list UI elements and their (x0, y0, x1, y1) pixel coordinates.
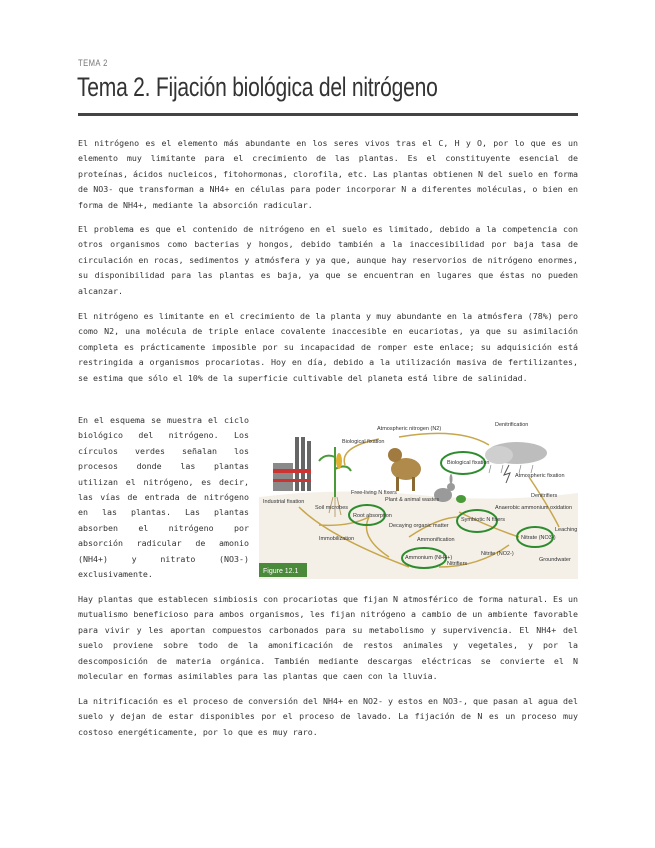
label-biological: Biological fixation (342, 439, 385, 445)
label-immobilization: Immobilization (319, 536, 355, 542)
label-ammonification: Ammonification (417, 537, 455, 543)
label-biological-circle: Biological fixation (447, 460, 490, 466)
title-divider (78, 113, 578, 116)
label-leaching: Leaching (555, 527, 578, 533)
paragraph-6: La nitrificación es el proceso de conversión del NH4+ en NO2- y estos en NO3-, que pasan al agua del suelo y dejan de estar disponibles por el proceso de lavado. La fijación de N es un proceso muy costoso energéticamente, por lo que es muy raro. (78, 696, 578, 737)
paragraph-1: El nitrógeno es el elemento más abundante en los seres vivos tras el C, H y O, por lo que es un elemento muy limitante para el crecimiento de las plantas. Es el constituyente esencial de proteínas, ácidos nucleicos, fitohormonas, clorofila, etc. Las plantas obtienen N del suelo en forma de NO3- que transforman a NH4+ en células para poder incorporar N a diferentes moléculas, o bien en forma de NH4+, mediante la absorción radicular. (78, 138, 578, 210)
label-root-absorption: Root absorption (353, 513, 392, 519)
label-groundwater: Groundwater (539, 557, 571, 563)
label-symbiotic: Symbiotic N fixers (461, 517, 506, 523)
paragraph-2: El problema es que el contenido de nitrógeno en el suelo es limitado, debido a la competencia con otros organismos como bacterias y hongos, debido también a la inaccesibilidad por baja tasa de circulación en rocas, sedimentos y atmósfera y ya que, aunque hay reservorios de nitrógeno enormes, su disponibilidad para las plantas es baja, ya que se encuentran en lugares que éstas no pueden alcanzar. (78, 224, 578, 296)
label-ammonium: Ammonium (NH4+) (405, 555, 453, 561)
label-anaerobic: Anaerobic ammonium oxidation (495, 505, 573, 511)
page-title: Tema 2. Fijación biológica del nitrógeno (77, 72, 438, 102)
label-free-living: Free-living N fixers (351, 490, 397, 496)
nitrogen-cycle-figure (259, 417, 578, 579)
label-atmospheric-fixation: Atmospheric fixation (515, 473, 565, 479)
label-decaying: Decaying organic matter (389, 523, 449, 529)
label-soil-microbes: Soil microbes (315, 505, 349, 511)
label-nitrifiers: Nitrifiers (447, 561, 468, 567)
paragraph-4: En el esquema se muestra el ciclo biológico del nitrógeno. Los círculos verdes señalan los procesos donde las plantas utilizan el nitrógeno, es decir, las vías de entrada de nitrógeno en las plantas. Las plantas absorben el nitrógeno por absorción radicular de amonio (NH4+) y nitrato (NO3-) exclusivamente. (78, 415, 249, 580)
label-nitrate: Nitrate (NO3-) (521, 535, 556, 541)
figure-caption: Figure 12.1 (263, 568, 299, 575)
label-plant-animal: Plant & animal wastes (385, 497, 440, 503)
section-kicker: TEMA 2 (78, 58, 108, 68)
label-denitrification: Denitrification (495, 422, 529, 428)
label-atmospheric: Atmospheric nitrogen (N2) (377, 426, 442, 432)
nitrogen-cycle-diagram (259, 417, 578, 579)
paragraph-5: Hay plantas que establecen simbiosis con procariotas que fijan N atmosférico de forma natural. Es un mutualismo beneficioso para ambos organismos, les fijan nitrógeno a cambio de un ambiente favorable para vivir y les aportan compuestos carbonados para su metabolismo y supervivencia. El NH4+ del suelo proviene sobre todo de la amonificación de restos animales y vegetales, y por la descomposición de materia orgánica. También mediante descargas eléctricas se convierte el N molecular en formas asimilables para las plantas que caen con la lluvia. (78, 594, 578, 682)
label-industrial: Industrial fixation (263, 499, 305, 505)
label-nitrite: Nitrite (NO2-) (481, 551, 514, 557)
label-denitrifiers: Denitrifiers (531, 493, 558, 499)
paragraph-3: El nitrógeno es limitante en el crecimiento de la planta y muy abundante en la atmósfera (78%) pero como N2, una molécula de triple enlace covalente inaccesible en eucariotas, ya que su asimilación completa es prácticamente imposible por su incapacidad de romper este enlace; su adquisición está restringida a organismos procariotas. Hoy en día, debido a la utilización masiva de fertilizantes, se estima que sólo el 10% de la superficie cultivable del planeta está libre de salinidad. (78, 311, 578, 383)
